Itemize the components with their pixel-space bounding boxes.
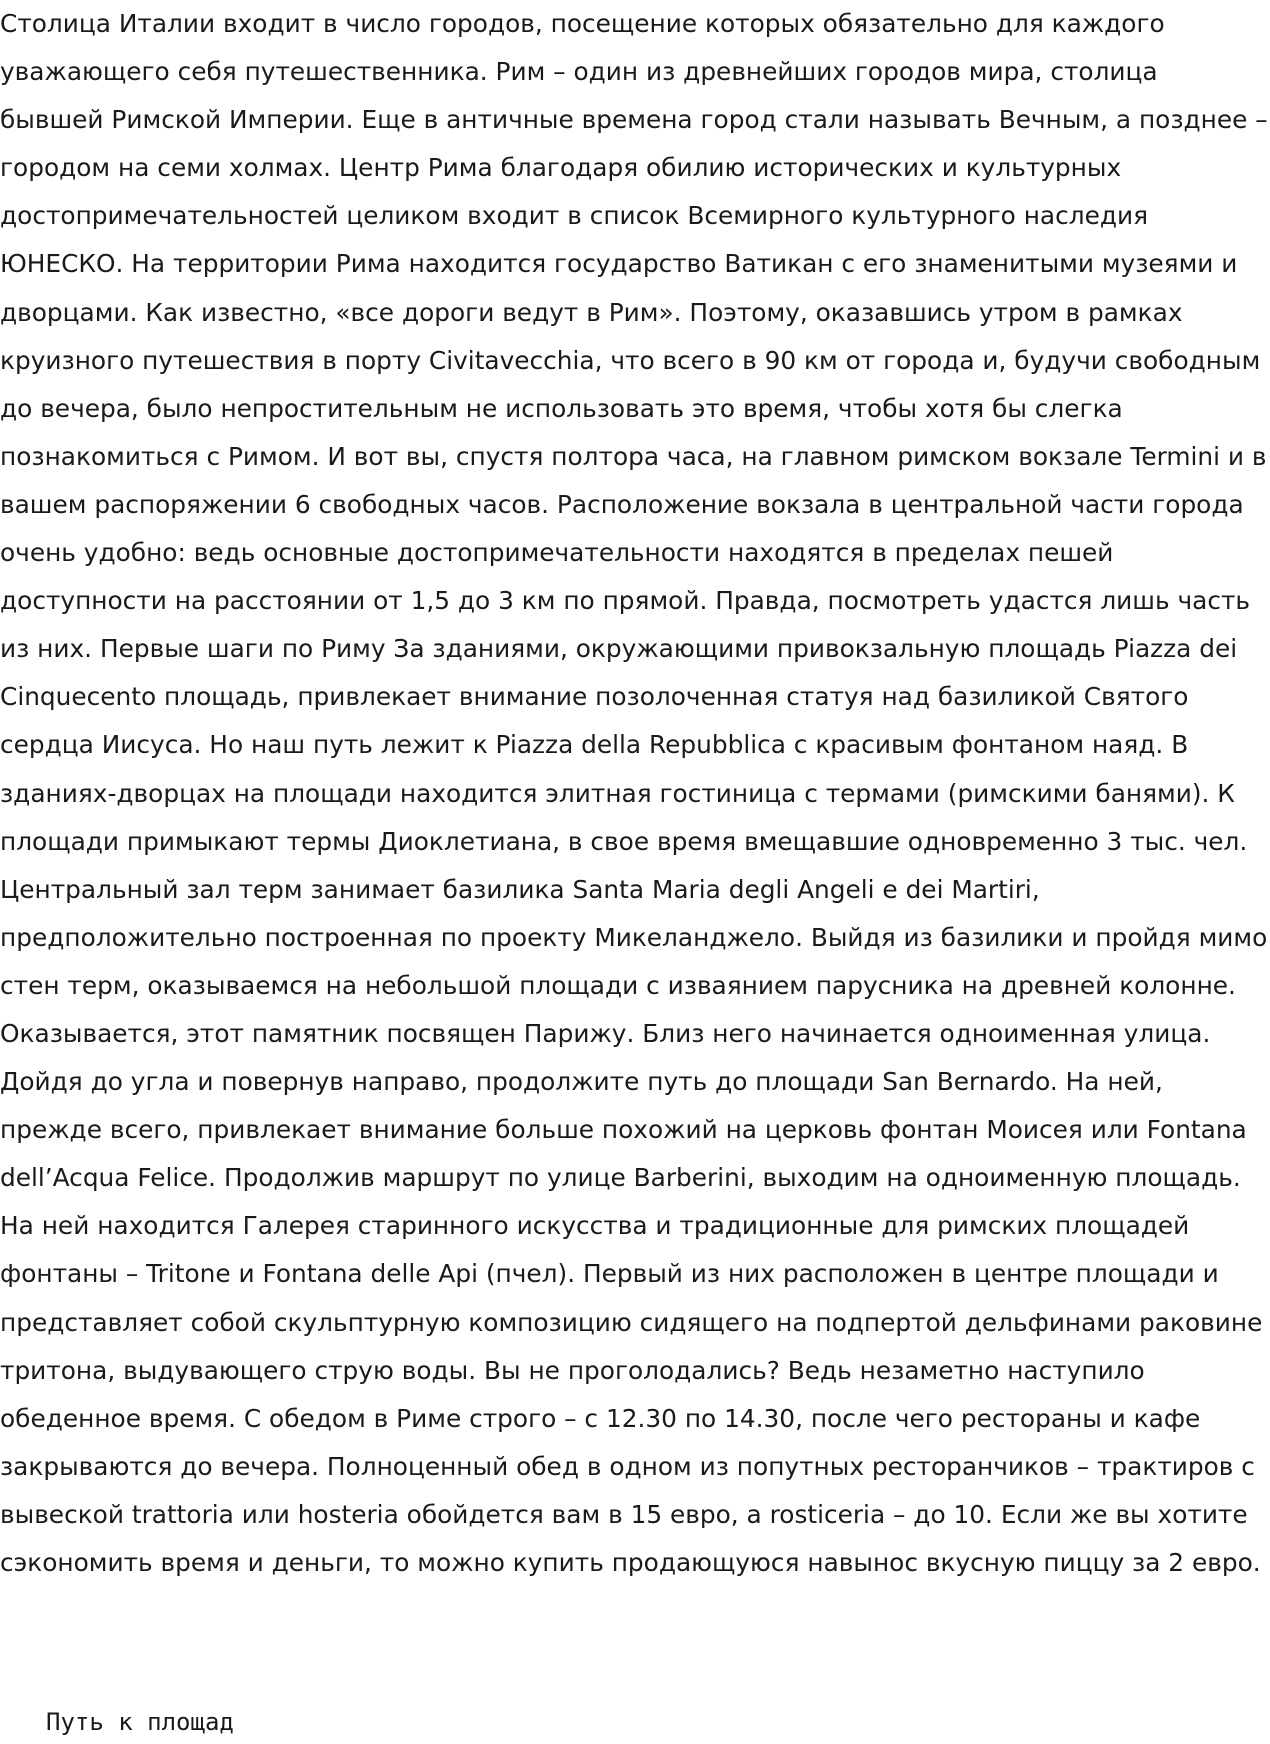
article-paragraph: Столица Италии входит в число городов, посещение которых обязательно для каждого уважающего себя путешественника. Рим – один из древнейших городов мира, столица бывшей Римской Империи. Еще в античные времена город стали называть Вечным, а позднее – городом на семи холмах. Центр Рима благодаря обилию исторических и культурных достопримечательностей целиком входит в список Всемирного культурного наследия ЮНЕСКО. На территории Рима находится государство Ватикан с его знаменитыми музеями и дворцами. Как известно, «все дороги ведут в Рим». Поэтому, оказавшись утром в рамках круизного путешествия в порту Civitavecchia, что всего в 90 км от города и, будучи свободным до вечера, было непростительным не использовать это время, чтобы хотя бы слегка познакомиться с Римом. И вот вы, спустя полтора часа, на главном римском вокзале Termini и в вашем распоряжении 6 свободных часов. Расположение вокзала в центральной части города очень удобно: ведь основные достопримечательности находятся в пределах пешей доступности на расстоянии от 1,5 до 3 км по прямой. Правда, посмотреть удастся лишь часть из них. Первые шаги по Риму За зданиями, окружающими привокзальную площадь Piazza dei Cinquecento площадь, привлекает внимание позолоченная статуя над базиликой Святого сердца Иисуса. Но наш путь лежит к Piazza della Repubblica с красивым фонтаном наяд. В зданиях-дворцах на площади находится элитная гостиница с термами (римскими банями). К площади примыкают термы Диоклетиана, в свое время вмещавшие одновременно 3 тыс. чел. Центральный зал терм занимает базилика Santa Maria degli Angeli e dei Martiri, предположительно построенная по проекту Микеланджело. Выйдя из базилики и пройдя мимо стен терм, оказываемся на небольшой площади с изваянием парусника на древней колонне. Оказывается, этот памятник посвящен Парижу. Близ него начинается одноименная улица. Дойдя до угла и повернув направо, продолжите путь до площади San Bernardo. На ней, прежде всего, привлекает внимание больше похожий на церковь фонтан Моисея или Fontana dell’Acqua Felice. Продолжив маршрут по улице Barberini, выходим на одноименную площадь. На ней находится Галерея старинного искусства и традиционные для римских площадей фонтаны – Tritone и Fontana delle Api (пчел). Первый из них расположен в центре площади и представляет собой скульптурную композицию сидящего на подпертой дельфинами раковине тритона, выдувающего струю воды. Вы не проголодались? Ведь незаметно наступило обеденное время. С обедом в Риме строго – с 12.30 по 14.30, после чего рестораны и кафе закрываются до вечера. Полноценный обед в одном из попутных ресторанчиков – трактиров с вывеской trattoria или hosteria обойдется вам в 15 евро, а rosticeria – до 10. Если же вы хотите сэкономить время и деньги, то можно купить продающуюся навынос вкусную пиццу за 2 евро.	[0, 9, 1268, 1577]
image-caption: Путь к площад	[46, 1708, 234, 1736]
